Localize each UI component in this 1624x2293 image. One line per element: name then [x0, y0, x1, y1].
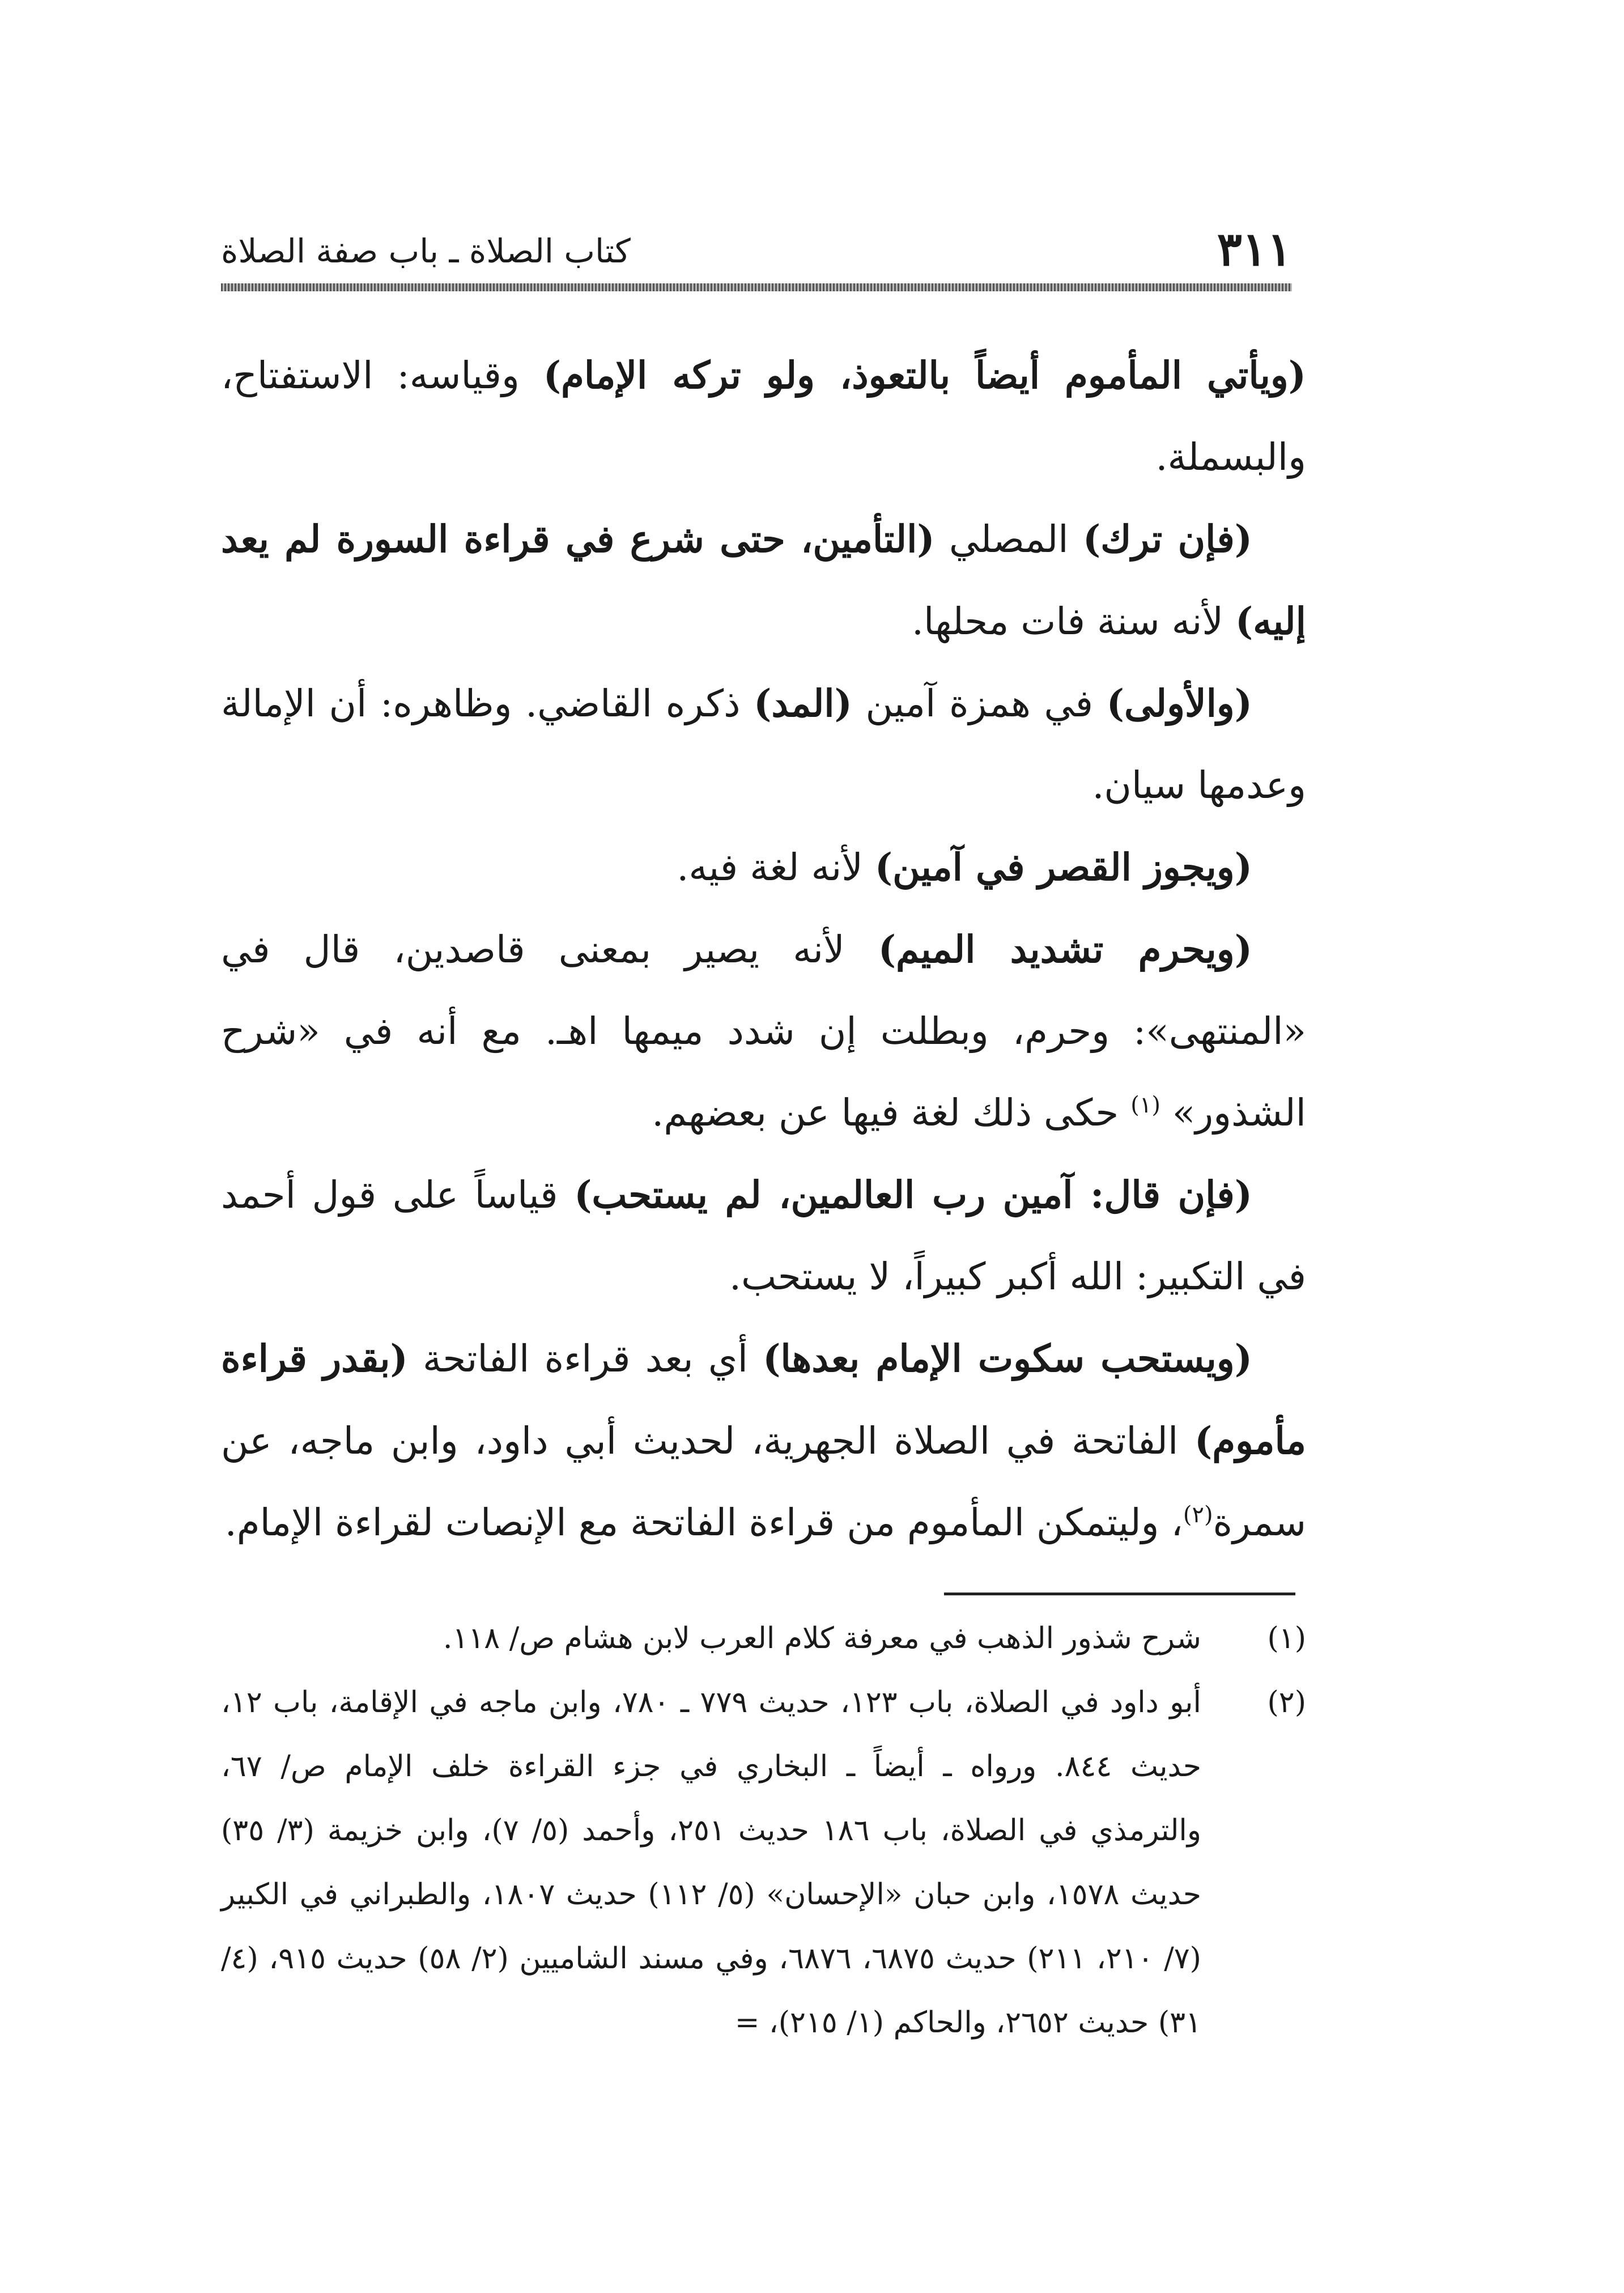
footnote-reference: (٢)	[1183, 1502, 1213, 1528]
sharh-text: لأنه يصير بمعنى قاصدين، قال في «المنتهى»: وحرم، وبطلت إن شدد ميمها اهـ. مع أنه في «شرح الشذور»	[221, 928, 1306, 1135]
matn-text: (ويستحب سكوت الإمام بعدها)	[763, 1336, 1252, 1381]
footnotes	[221, 1607, 1306, 2055]
matn-text: (ويأتي المأموم أيضاً بالتعوذ، ولو تركه الإمام)	[543, 353, 1306, 397]
matn-text: (والأولى)	[1106, 681, 1253, 725]
page-header	[221, 218, 1292, 281]
paragraph	[221, 1318, 1306, 1564]
matn-text: (بقدر قراءة مأموم)	[221, 1336, 1306, 1463]
page-number: ٣١١	[1217, 222, 1292, 277]
footnote-text: أبو داود في الصلاة، باب ١٢٣، حديث ٧٧٩ ـ ٧٨٠، وابن ماجه في الإقامة، باب ١٢، حديث ٨٤٤. ورواه ـ أيضاً ـ البخاري في جزء القراءة خلف الإمام ص/ ٦٧، والترمذي في الصلاة، باب ١٨٦ حديث ٢٥١، وأحمد (٥/ ٧)، وابن خزيمة (٣/ ٣٥) حديث ١٥٧٨، وابن حبان «الإحسان» (٥/ ١١٢) حديث ١٨٠٧، والطبراني في الكبير (٧/ ٢١٠، ٢١١) حديث ٦٨٧٥، ٦٨٧٦، وفي مسند الشاميين (٢/ ٥٨) حديث ٩١٥، (٤/ ٣١) حديث ٢٦٥٢، والحاكم (١/ ٢١٥)، =	[221, 1685, 1201, 2040]
footnote-divider	[944, 1593, 1295, 1595]
matn-text: (فإن قال: آمين رب العالمين، لم يستحب)	[574, 1173, 1252, 1217]
sharh-text: ، وليتمكن المأموم من قراءة الفاتحة مع الإنصات لقراءة الإمام.	[224, 1501, 1183, 1544]
sharh-text: وقياسه: الاستفتاح، والبسملة.	[221, 354, 1306, 479]
paragraph	[221, 908, 1306, 1154]
footnote-reference: (١)	[1130, 1092, 1160, 1118]
sharh-text: حكى ذلك لغة فيها عن بعضهم.	[652, 1091, 1131, 1135]
paragraph	[221, 826, 1306, 908]
body-text	[221, 334, 1306, 1564]
matn-text: (ويحرم تشديد الميم)	[878, 927, 1252, 971]
footnote-number: (١)	[1267, 1621, 1306, 1655]
paragraph	[221, 663, 1306, 826]
footnote-2	[221, 1671, 1306, 2055]
sharh-text: لأنه لغة فيه.	[677, 846, 875, 889]
sharh-text: قياساً على قول أحمد في التكبير: الله أكبر كبيراً، لا يستحب.	[221, 1173, 1306, 1298]
sharh-text: ذكره القاضي. وظاهره: أن الإمالة وعدمها سيان.	[221, 682, 1306, 807]
paragraph	[221, 334, 1306, 498]
matn-text: (فإن ترك)	[1082, 517, 1252, 561]
matn-text: (التأمين، حتى شرع في قراءة السورة لم يعد إليه)	[221, 517, 1306, 643]
sharh-text: لأنه سنة فات محلها.	[911, 600, 1236, 643]
footnote-1	[221, 1607, 1306, 1671]
sharh-text: الفاتحة في الصلاة الجهرية، لحديث أبي داود، وابن ماجه، عن سمرة	[221, 1419, 1306, 1544]
sharh-text: في همزة آمين	[852, 682, 1107, 725]
matn-text: (المد)	[754, 681, 852, 725]
running-title: كتاب الصلاة ـ باب صفة الصلاة	[221, 232, 631, 270]
paragraph	[221, 498, 1306, 663]
footnote-number: (٢)	[1267, 1685, 1306, 1719]
paragraph	[221, 1154, 1306, 1318]
header-divider	[221, 283, 1292, 291]
sharh-text: أي بعد قراءة الفاتحة	[407, 1337, 763, 1381]
sharh-text: المصلي	[934, 517, 1083, 561]
matn-text: (ويجوز القصر في آمين)	[874, 845, 1252, 889]
footnote-text: شرح شذور الذهب في معرفة كلام العرب لابن هشام ص/ ١١٨.	[443, 1621, 1201, 1655]
